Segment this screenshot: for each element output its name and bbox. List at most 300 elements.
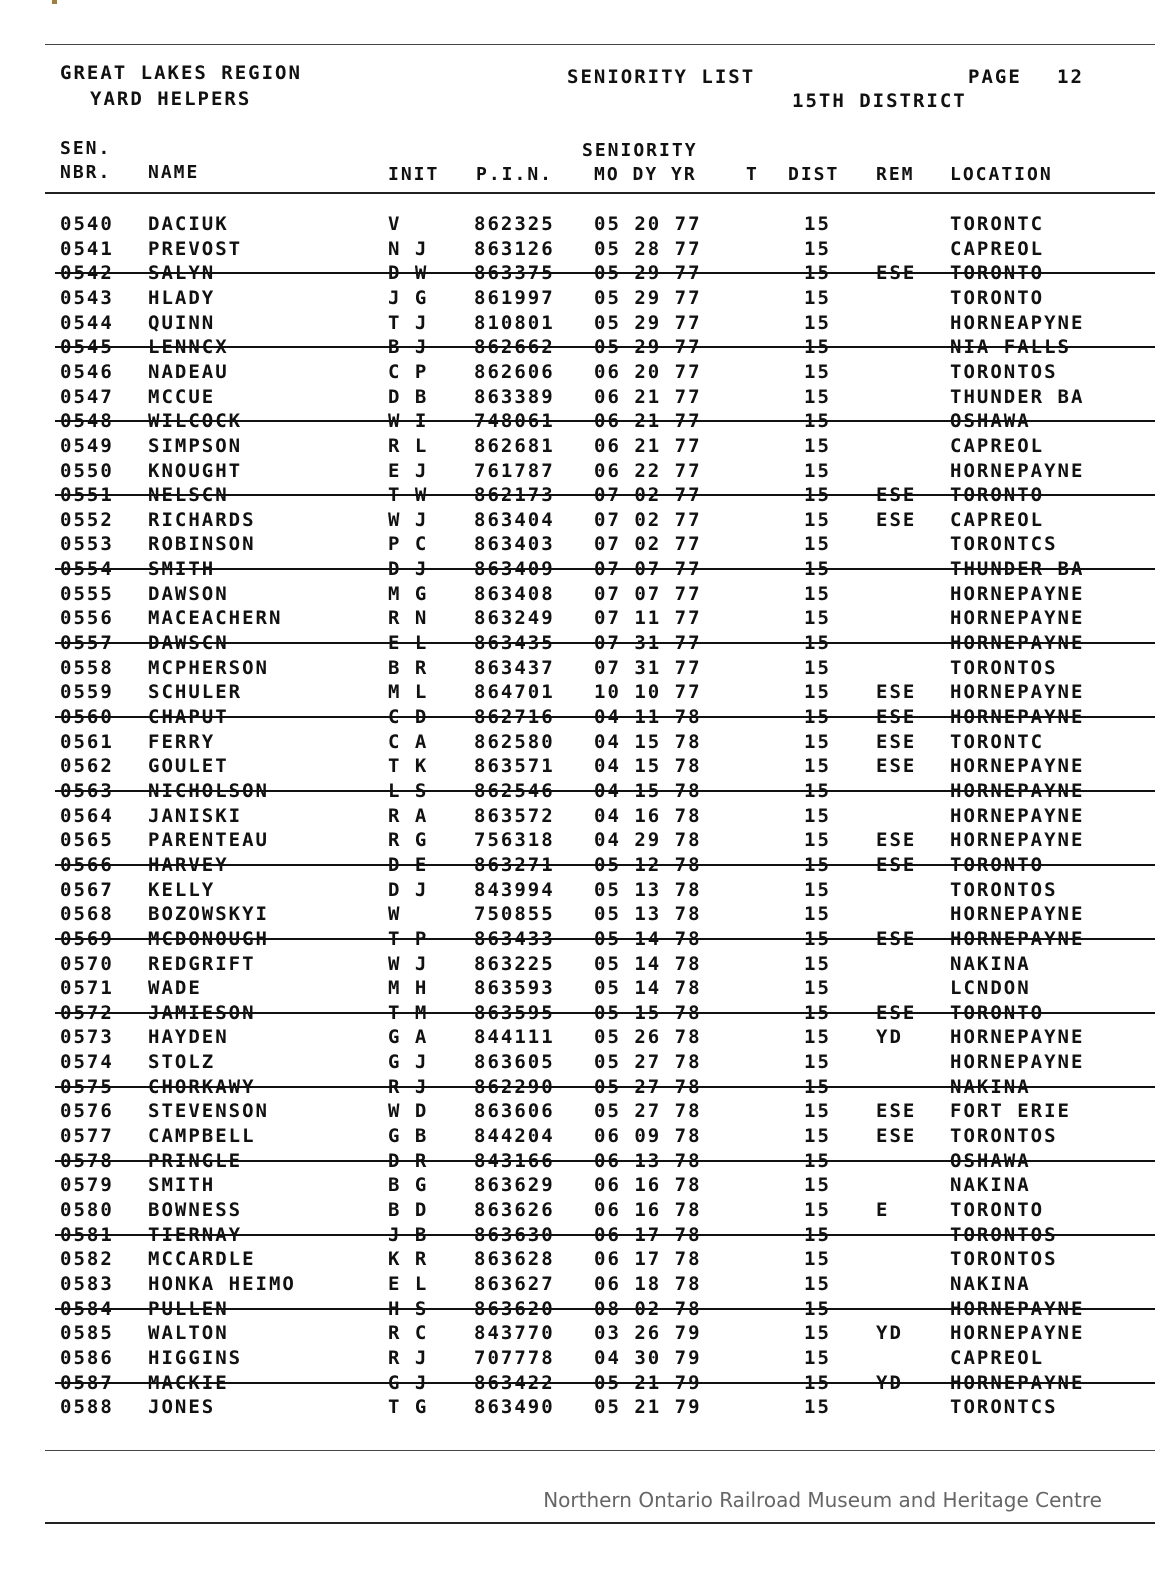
employee-name: JANISKI [148, 804, 243, 827]
district-number: 15 [804, 410, 831, 433]
location: HORNEPAYNE [950, 1026, 1085, 1049]
district-number: 15 [804, 779, 831, 802]
seniority-date: 05 21 79 [594, 1396, 702, 1419]
table-row [0, 878, 1164, 902]
pin-number: 861997 [474, 286, 555, 309]
table-row [0, 582, 1164, 606]
location: HORNEPAYNE [950, 632, 1085, 655]
top-rule [45, 44, 1155, 45]
sen-number: 0542 [60, 262, 114, 285]
employee-name: MCCARDLE [148, 1248, 256, 1271]
employee-name: QUINN [148, 311, 216, 334]
sen-number: 0564 [60, 804, 114, 827]
pin-number: 863404 [474, 508, 555, 531]
pin-number: 863571 [474, 755, 555, 778]
sen-number: 0577 [60, 1125, 114, 1148]
employee-name: CAMPBELL [148, 1125, 256, 1148]
remark: ESE [876, 262, 917, 285]
employee-name: JAMIESON [148, 1001, 256, 1024]
seniority-date: 04 29 78 [594, 829, 702, 852]
remark: ESE [876, 706, 917, 728]
location: TORONTO [950, 1199, 1045, 1221]
remark: YD [876, 1026, 903, 1049]
employee-name: HAYDEN [148, 1026, 229, 1049]
seniority-date: 08 02 78 [594, 1297, 702, 1320]
pin-number: 863271 [474, 853, 555, 876]
initials: W J [388, 508, 429, 531]
location: TORONTCS [950, 533, 1058, 556]
initials: W I [388, 410, 429, 433]
ink-speck [52, 0, 57, 4]
employee-name: BOWNESS [148, 1199, 243, 1221]
table-row [0, 902, 1164, 926]
pin-number: 843166 [474, 1149, 555, 1172]
district-number: 15 [804, 1125, 831, 1148]
seniority-date: 07 07 77 [594, 558, 702, 581]
col-sen-line2: NBR. [60, 162, 112, 183]
district-number: 15 [804, 804, 831, 827]
district-number: 15 [804, 903, 831, 926]
pin-number: 863572 [474, 804, 555, 827]
initials: R G [388, 829, 429, 852]
district-number: 15 [804, 311, 831, 334]
remark: ESE [876, 681, 917, 704]
sen-number: 0555 [60, 582, 114, 605]
table-row-struck [0, 1075, 1164, 1099]
pin-number: 863433 [474, 927, 555, 950]
seniority-date: 06 16 78 [594, 1174, 702, 1197]
location: HORNEPAYNE [950, 804, 1085, 827]
employee-name: MCPHERSON [148, 656, 269, 679]
employee-name: RICHARDS [148, 508, 256, 531]
sen-number: 0571 [60, 977, 114, 1000]
location: HORNEPAYNE [950, 1051, 1085, 1074]
table-row [0, 1173, 1164, 1197]
pin-number: 862681 [474, 434, 555, 457]
employee-name: WADE [148, 977, 202, 1000]
initials: T P [388, 927, 429, 950]
remark: E [876, 1199, 890, 1221]
table-row [0, 1247, 1164, 1271]
pin-number: 863375 [474, 262, 555, 285]
seniority-date: 06 17 78 [594, 1223, 702, 1246]
initials: L S [388, 779, 429, 802]
sen-number: 0550 [60, 459, 114, 482]
initials: R N [388, 607, 429, 630]
table-row [0, 1124, 1164, 1148]
location: CAPREOL [950, 237, 1045, 260]
employee-name: MACKIE [148, 1371, 229, 1394]
district-number: 15 [804, 459, 831, 482]
employee-name: WALTON [148, 1322, 229, 1345]
sen-number: 0568 [60, 903, 114, 926]
initials: M G [388, 582, 429, 605]
initials: N J [388, 237, 429, 260]
col-location: LOCATION [950, 164, 1053, 185]
table-row-struck [0, 1149, 1164, 1173]
pin-number: 863389 [474, 385, 555, 408]
initials: D E [388, 853, 429, 876]
district-number: 15 [804, 1075, 831, 1098]
sen-number: 0572 [60, 1001, 114, 1024]
initials: V [388, 213, 402, 235]
region-title: GREAT LAKES REGION [60, 62, 302, 84]
table-row [0, 1099, 1164, 1123]
district-number: 15 [804, 1223, 831, 1246]
location: THUNDER BA [950, 385, 1085, 408]
table-row [0, 952, 1164, 976]
location: NIA FALLS [950, 336, 1071, 359]
district-number: 15 [804, 1346, 831, 1369]
location: HORNEPAYNE [950, 927, 1085, 950]
pin-number: 863593 [474, 977, 555, 1000]
employee-name: DAWSCN [148, 632, 229, 655]
table-row-struck [0, 557, 1164, 581]
remark: ESE [876, 484, 917, 507]
initials: K R [388, 1248, 429, 1271]
pin-number: 863626 [474, 1199, 555, 1221]
sen-number: 0561 [60, 730, 114, 753]
sen-number: 0548 [60, 410, 114, 433]
sen-number: 0570 [60, 952, 114, 975]
pin-number: 863595 [474, 1001, 555, 1024]
employee-name: JONES [148, 1396, 216, 1419]
initials: D W [388, 262, 429, 285]
location: TORONTOS [950, 878, 1058, 901]
employee-name: SMITH [148, 1174, 216, 1197]
table-row [0, 656, 1164, 680]
col-dist: DIST [788, 164, 840, 185]
initials: C P [388, 360, 429, 383]
initials: E L [388, 1272, 429, 1295]
table-row [0, 1198, 1164, 1222]
initials: D B [388, 385, 429, 408]
district-number: 15 [804, 558, 831, 581]
table-row-struck [0, 705, 1164, 729]
employee-name: FERRY [148, 730, 216, 753]
seniority-date: 04 15 78 [594, 779, 702, 802]
sen-number: 0580 [60, 1199, 114, 1221]
employee-name: KNOUGHT [148, 459, 243, 482]
employee-name: SALYN [148, 262, 216, 285]
table-row [0, 311, 1164, 335]
pin-number: 862173 [474, 484, 555, 507]
sen-number: 0540 [60, 213, 114, 235]
sen-number: 0543 [60, 286, 114, 309]
col-init: INIT [388, 164, 440, 185]
location: HORNEPAYNE [950, 903, 1085, 926]
initials: B D [388, 1199, 429, 1221]
district-number: 15 [804, 1322, 831, 1345]
district-number: 15 [804, 927, 831, 950]
table-row [0, 532, 1164, 556]
employee-name: STOLZ [148, 1051, 216, 1074]
employee-name: KELLY [148, 878, 216, 901]
col-seniority: SENIORITY [582, 140, 698, 161]
pin-number: 707778 [474, 1346, 555, 1369]
employee-name: MACEACHERN [148, 607, 283, 630]
seniority-date: 04 15 78 [594, 730, 702, 753]
sen-number: 0587 [60, 1371, 114, 1394]
seniority-date: 06 22 77 [594, 459, 702, 482]
seniority-date: 05 20 77 [594, 213, 702, 235]
location: TORONTO [950, 286, 1045, 309]
district-number: 15 [804, 681, 831, 704]
district-number: 15 [804, 1248, 831, 1271]
remark: ESE [876, 508, 917, 531]
pin-number: 761787 [474, 459, 555, 482]
district-number: 15 [804, 360, 831, 383]
initials: E L [388, 632, 429, 655]
sen-number: 0541 [60, 237, 114, 260]
district-number: 15 [804, 286, 831, 309]
col-sen-line1: SEN. [60, 138, 112, 159]
table-row-struck [0, 261, 1164, 285]
sen-number: 0565 [60, 829, 114, 852]
seniority-date: 07 02 77 [594, 533, 702, 556]
district-number: 15 [804, 1001, 831, 1024]
table-row-struck [0, 853, 1164, 877]
col-t: T [746, 164, 759, 185]
seniority-date: 05 27 78 [594, 1100, 702, 1123]
employee-name: SMITH [148, 558, 216, 581]
district-number: 15 [804, 607, 831, 630]
seniority-date: 07 02 77 [594, 508, 702, 531]
location: TORONTOS [950, 1223, 1058, 1246]
header-rule [45, 192, 1155, 194]
initials: T K [388, 755, 429, 778]
employee-name: HONKA HEIMO [148, 1272, 296, 1295]
remark: YD [876, 1322, 903, 1345]
district-number: 15 [804, 706, 831, 728]
sen-number: 0557 [60, 632, 114, 655]
pin-number: 862716 [474, 706, 555, 728]
location: CAPREOL [950, 434, 1045, 457]
pin-number: 863437 [474, 656, 555, 679]
sen-number: 0578 [60, 1149, 114, 1172]
location: CAPREOL [950, 508, 1045, 531]
seniority-date: 05 14 78 [594, 977, 702, 1000]
location: HORNEPAYNE [950, 1371, 1085, 1394]
table-row [0, 459, 1164, 483]
seniority-date: 04 16 78 [594, 804, 702, 827]
pin-number: 863403 [474, 533, 555, 556]
list-title: SENIORITY LIST [567, 66, 756, 88]
district-number: 15 [804, 977, 831, 1000]
seniority-date: 05 29 77 [594, 262, 702, 285]
seniority-date: 06 21 77 [594, 385, 702, 408]
seniority-date: 05 28 77 [594, 237, 702, 260]
seniority-date: 06 18 78 [594, 1272, 702, 1295]
table-row [0, 212, 1164, 236]
pin-number: 862325 [474, 213, 555, 235]
location: NAKINA [950, 952, 1031, 975]
seniority-date: 07 02 77 [594, 484, 702, 507]
seniority-date: 06 21 77 [594, 410, 702, 433]
location: HORNEPAYNE [950, 607, 1085, 630]
employee-name: CHAPUT [148, 706, 229, 728]
location: NAKINA [950, 1174, 1031, 1197]
seniority-date: 06 17 78 [594, 1248, 702, 1271]
seniority-date: 05 29 77 [594, 311, 702, 334]
table-row [0, 1272, 1164, 1296]
location: NAKINA [950, 1075, 1031, 1098]
seniority-date: 05 27 78 [594, 1075, 702, 1098]
remark: ESE [876, 755, 917, 778]
initials: M L [388, 681, 429, 704]
employee-name: CHORKAWY [148, 1075, 256, 1098]
employee-name: WILCOCK [148, 410, 243, 433]
footer-rule [45, 1522, 1155, 1524]
table-row [0, 730, 1164, 754]
table-row [0, 804, 1164, 828]
initials: R J [388, 1075, 429, 1098]
table-row [0, 606, 1164, 630]
table-row [0, 828, 1164, 852]
location: HORNEPAYNE [950, 755, 1085, 778]
district-number: 15 [804, 632, 831, 655]
seniority-date: 04 15 78 [594, 755, 702, 778]
employee-name: DACIUK [148, 213, 229, 235]
district-number: 15 [804, 1396, 831, 1419]
table-row [0, 1346, 1164, 1370]
location: TORONTOS [950, 1125, 1058, 1148]
pin-number: 863435 [474, 632, 555, 655]
remark: ESE [876, 730, 917, 753]
table-row-struck [0, 779, 1164, 803]
pin-number: 863606 [474, 1100, 555, 1123]
employee-name: MCCUE [148, 385, 216, 408]
location: HORNEAPYNE [950, 311, 1085, 334]
district-number: 15 [804, 656, 831, 679]
sen-number: 0579 [60, 1174, 114, 1197]
pin-number: 862580 [474, 730, 555, 753]
pin-number: 863422 [474, 1371, 555, 1394]
table-row [0, 434, 1164, 458]
seniority-date: 05 21 79 [594, 1371, 702, 1394]
pin-number: 863409 [474, 558, 555, 581]
sen-number: 0583 [60, 1272, 114, 1295]
sen-number: 0559 [60, 681, 114, 704]
district-number: 15 [804, 1100, 831, 1123]
pin-number: 863627 [474, 1272, 555, 1295]
sen-number: 0546 [60, 360, 114, 383]
sen-number: 0567 [60, 878, 114, 901]
location: HORNEPAYNE [950, 582, 1085, 605]
location: TORONTO [950, 484, 1045, 507]
district-number: 15 [804, 1272, 831, 1295]
initials: G J [388, 1371, 429, 1394]
district-number: 15 [804, 1026, 831, 1049]
initials: C A [388, 730, 429, 753]
pin-number: 862546 [474, 779, 555, 802]
sen-number: 0554 [60, 558, 114, 581]
remark: YD [876, 1371, 903, 1394]
sen-number: 0585 [60, 1322, 114, 1345]
location: HORNEPAYNE [950, 681, 1085, 704]
district-number: 15 [804, 730, 831, 753]
location: TORONTOS [950, 1248, 1058, 1271]
seniority-date: 05 12 78 [594, 853, 702, 876]
table-row [0, 680, 1164, 704]
district-number: 15 [804, 484, 831, 507]
employee-name: GOULET [148, 755, 229, 778]
seniority-date: 05 26 78 [594, 1026, 702, 1049]
employee-name: PRINGLE [148, 1149, 243, 1172]
employee-name: PARENTEAU [148, 829, 269, 852]
sen-number: 0586 [60, 1346, 114, 1369]
seniority-date: 05 29 77 [594, 286, 702, 309]
initials: T G [388, 1396, 429, 1419]
table-row [0, 1395, 1164, 1419]
initials: H S [388, 1297, 429, 1320]
table-row-struck [0, 409, 1164, 433]
seniority-date: 06 21 77 [594, 434, 702, 457]
initials: D J [388, 558, 429, 581]
district-number: 15 [804, 1199, 831, 1221]
col-date: MO DY YR [594, 164, 697, 185]
district-number: 15 [804, 1149, 831, 1172]
location: HORNEPAYNE [950, 1297, 1085, 1320]
table-row-struck [0, 335, 1164, 359]
employee-name: PULLEN [148, 1297, 229, 1320]
initials: T W [388, 484, 429, 507]
sen-number: 0558 [60, 656, 114, 679]
seniority-date: 07 31 77 [594, 632, 702, 655]
sen-number: 0582 [60, 1248, 114, 1271]
sen-number: 0573 [60, 1026, 114, 1049]
table-row [0, 1050, 1164, 1074]
remark: ESE [876, 853, 917, 876]
seniority-date: 06 13 78 [594, 1149, 702, 1172]
district-number: 15 [804, 434, 831, 457]
pin-number: 863249 [474, 607, 555, 630]
district-number: 15 [804, 582, 831, 605]
seniority-date: 03 26 79 [594, 1322, 702, 1345]
district-number: 15 [804, 755, 831, 778]
pin-number: 863126 [474, 237, 555, 260]
pin-number: 843994 [474, 878, 555, 901]
employee-name: HLADY [148, 286, 216, 309]
initials: R J [388, 1346, 429, 1369]
table-row-struck [0, 1001, 1164, 1025]
employee-name: NELSCN [148, 484, 229, 507]
initials: R C [388, 1322, 429, 1345]
sen-number: 0545 [60, 336, 114, 359]
table-row [0, 360, 1164, 384]
seniority-date: 06 20 77 [594, 360, 702, 383]
pin-number: 863490 [474, 1396, 555, 1419]
initials: B R [388, 656, 429, 679]
sen-number: 0560 [60, 706, 114, 728]
seniority-date: 07 31 77 [594, 656, 702, 679]
table-row [0, 237, 1164, 261]
sen-number: 0566 [60, 853, 114, 876]
pin-number: 843770 [474, 1322, 555, 1345]
page-number: 12 [1057, 66, 1084, 88]
employee-name: MCDONOUGH [148, 927, 269, 950]
location: FORT ERIE [950, 1100, 1071, 1123]
pin-number: 748061 [474, 410, 555, 433]
employee-name: TIERNAY [148, 1223, 243, 1246]
seniority-date: 05 13 78 [594, 878, 702, 901]
seniority-date: 05 27 78 [594, 1051, 702, 1074]
employee-name: STEVENSON [148, 1100, 269, 1123]
location: TORONTC [950, 213, 1045, 235]
list-subtitle: YARD HELPERS [90, 88, 252, 110]
table-row [0, 286, 1164, 310]
sen-number: 0552 [60, 508, 114, 531]
